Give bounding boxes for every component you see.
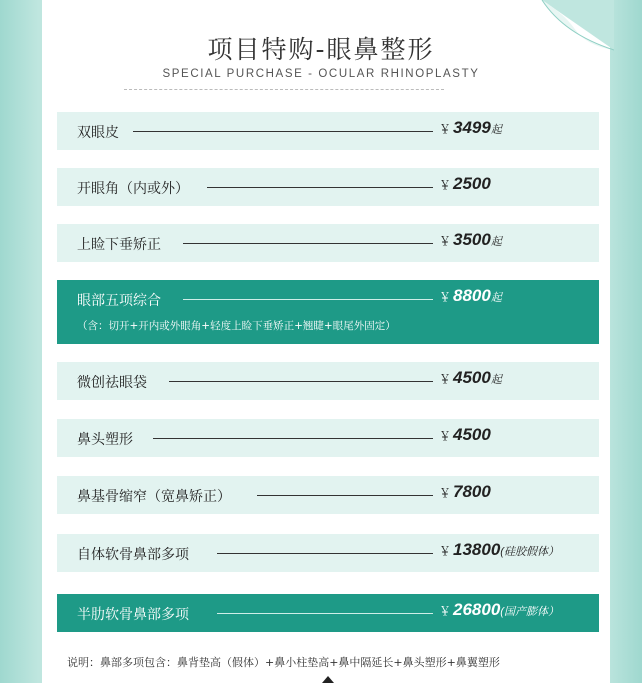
- item-price: ￥ 4500起: [439, 368, 502, 387]
- item-price: ￥ 4500: [439, 425, 491, 444]
- item-price: ￥ 7800: [439, 482, 491, 501]
- item-price: ￥ 2500: [439, 174, 491, 193]
- item-name: 鼻头塑形: [77, 432, 133, 448]
- item-price: ￥ 8800起: [439, 286, 502, 305]
- page-subtitle: SPECIAL PURCHASE - OCULAR RHINOPLASTY: [162, 68, 480, 80]
- leader-line: [133, 131, 433, 132]
- item-name: 上睑下垂矫正: [77, 237, 161, 253]
- leader-line: [169, 381, 433, 382]
- price-row: [57, 419, 599, 457]
- price-row: [57, 476, 599, 514]
- leader-line: [183, 299, 433, 300]
- price-row-featured: [57, 594, 599, 632]
- price-row: [57, 112, 599, 150]
- item-name: 自体软骨鼻部多项: [77, 547, 189, 563]
- leader-line: [217, 553, 433, 554]
- leader-line: [153, 438, 433, 439]
- caret-up-icon: [322, 676, 334, 683]
- price-row: [57, 534, 599, 572]
- price-row-featured: [57, 280, 599, 344]
- item-price: ￥ 3499起: [439, 118, 502, 137]
- price-row: [57, 168, 599, 206]
- title-divider: [124, 89, 444, 90]
- item-price: ￥ 3500起: [439, 230, 502, 249]
- item-name: 眼部五项综合: [77, 293, 161, 309]
- item-name: 微创祛眼袋: [77, 375, 147, 391]
- footer-note: 说明：鼻部多项包含：鼻背垫高（假体）+鼻小柱垫高+鼻中隔延长+鼻头塑形+鼻翼塑形: [67, 656, 500, 669]
- item-note: （含：切开+开内或外眼角+轻度上睑下垂矫正+翘睫+眼尾外固定）: [77, 320, 396, 332]
- leader-line: [257, 495, 433, 496]
- item-name: 鼻基骨缩窄（宽鼻矫正）: [77, 489, 231, 505]
- leader-line: [183, 243, 433, 244]
- price-row: [57, 224, 599, 262]
- price-row: [57, 362, 599, 400]
- item-price: ￥ 26800(国产膨体）: [439, 600, 559, 619]
- leader-line: [207, 187, 433, 188]
- item-name: 开眼角（内或外）: [77, 181, 189, 197]
- leader-line: [217, 613, 433, 614]
- page-title: 项目特购-眼鼻整形: [207, 35, 435, 64]
- item-name: 半肋软骨鼻部多项: [77, 607, 189, 623]
- item-name: 双眼皮: [77, 125, 119, 141]
- item-price: ￥ 13800(硅胶假体）: [439, 540, 559, 559]
